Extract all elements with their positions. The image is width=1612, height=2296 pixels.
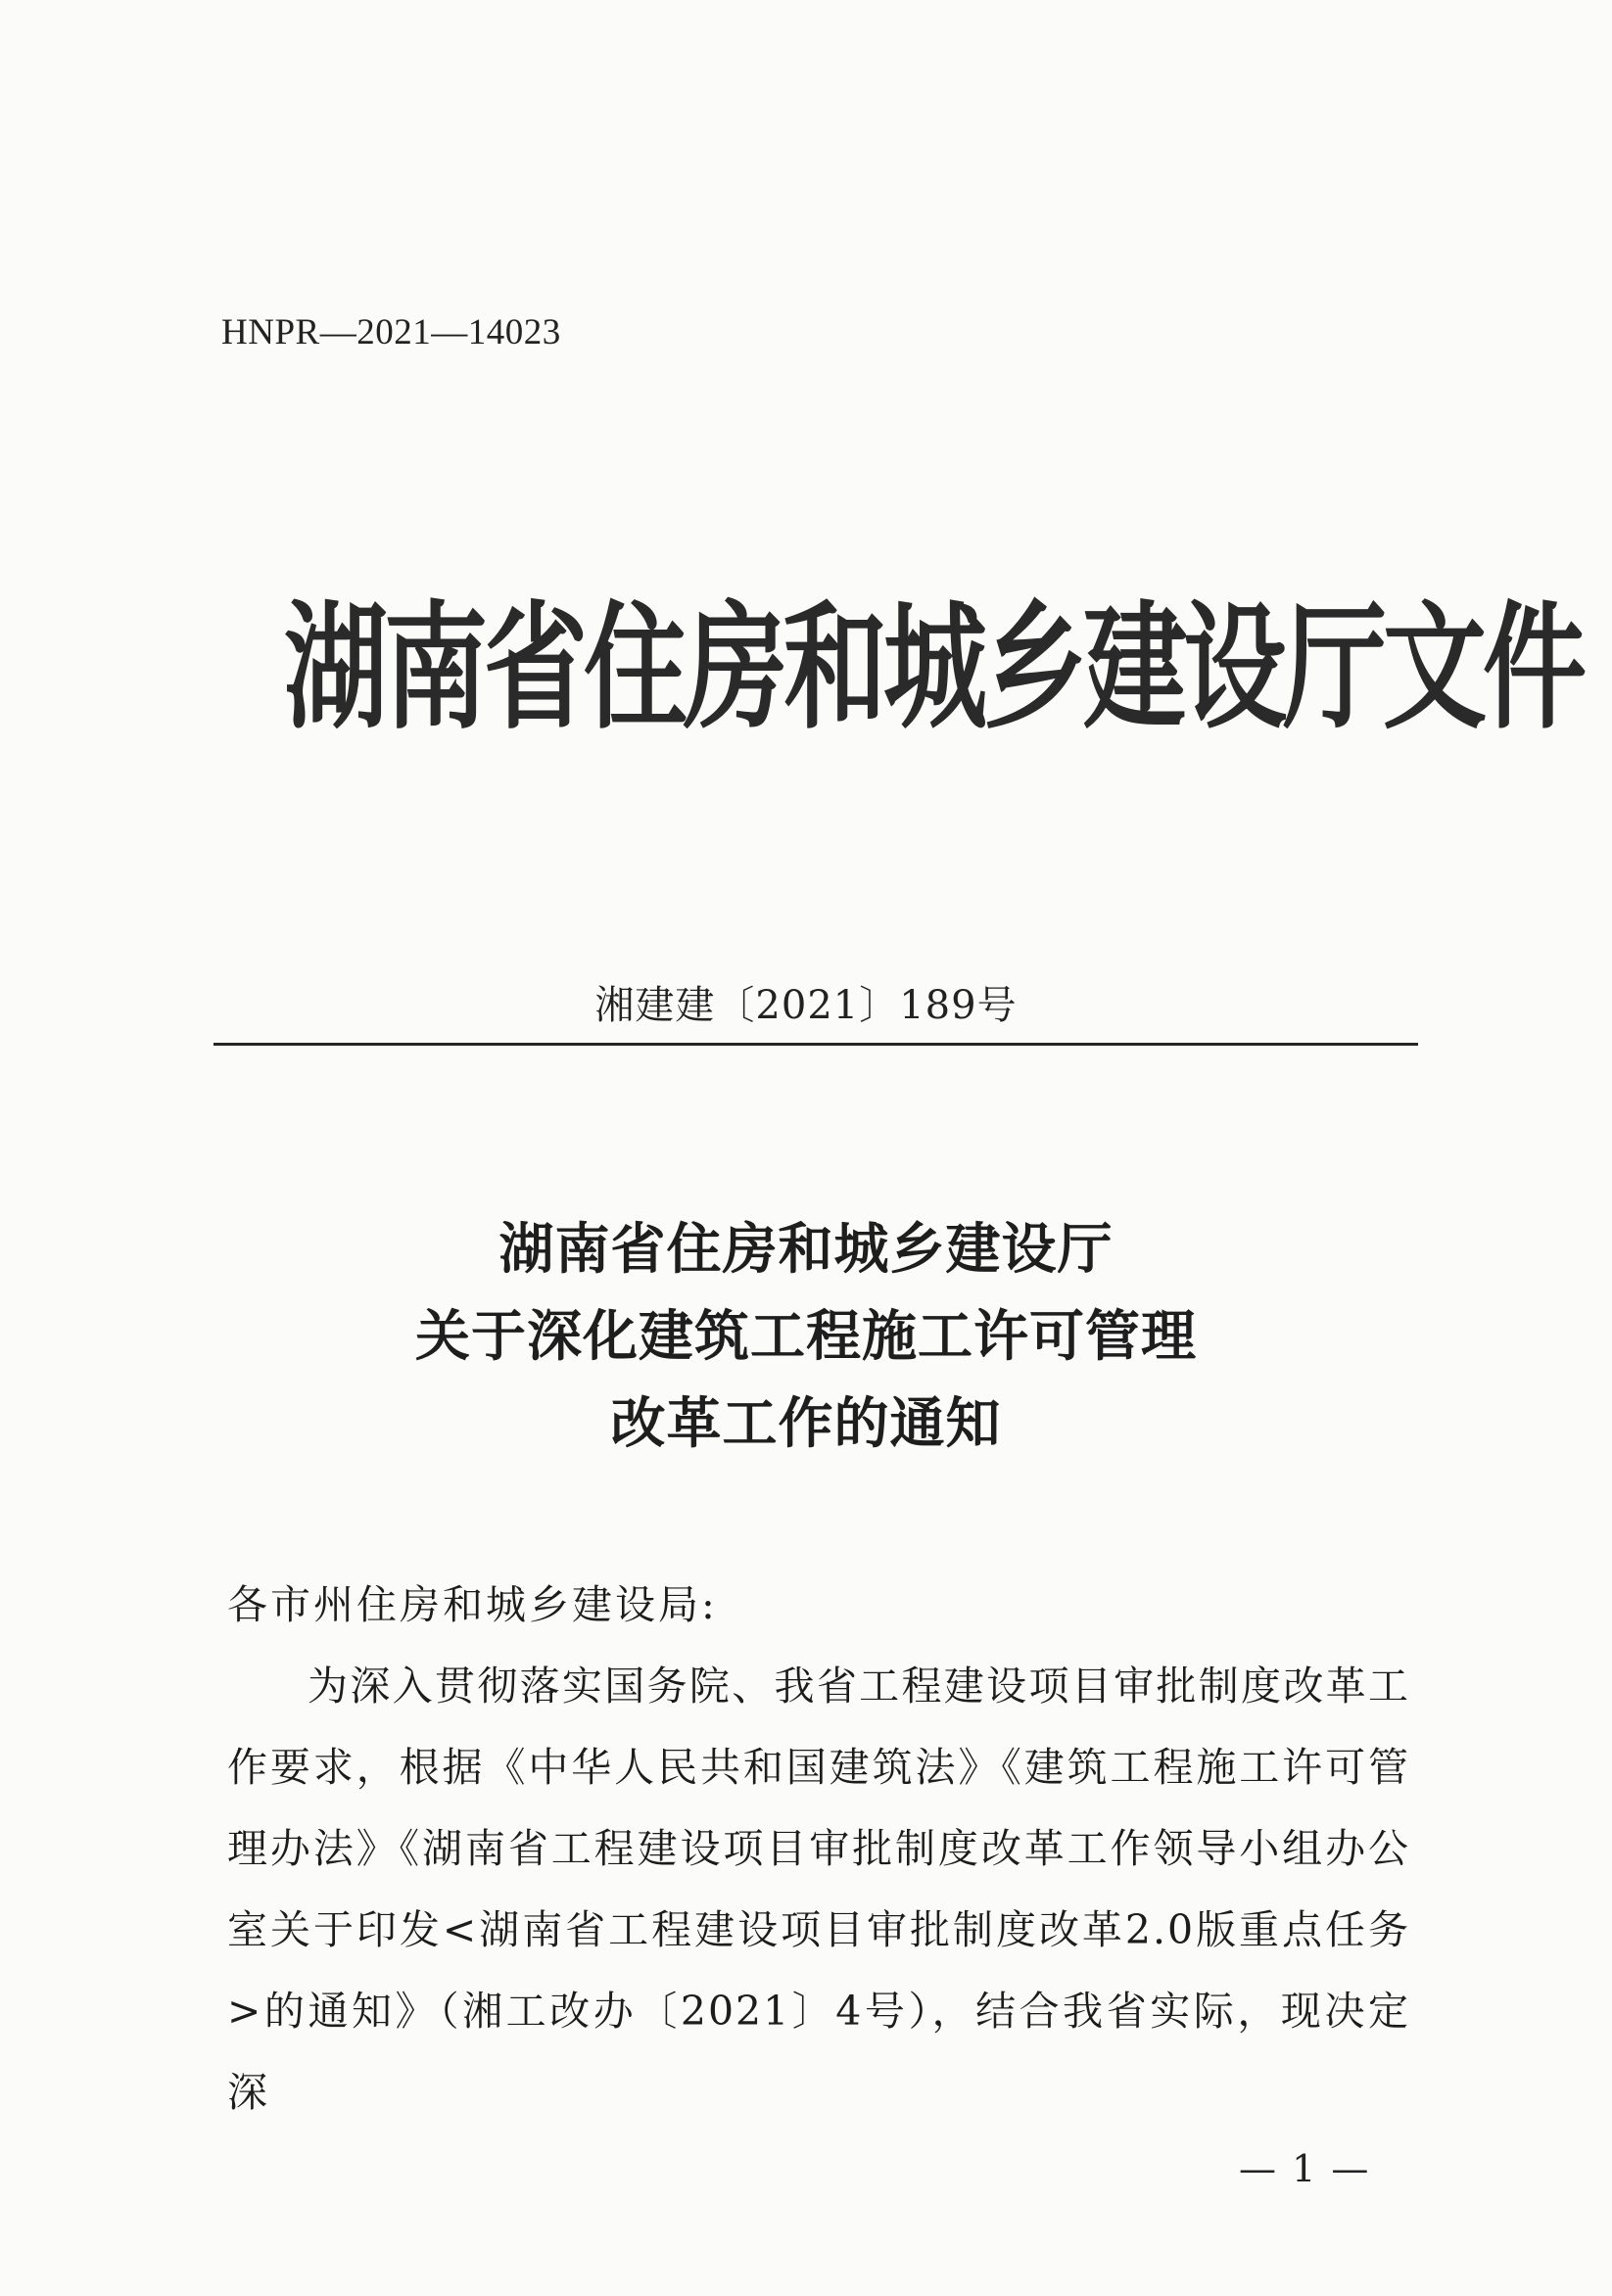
page-number: — 1 — [1239,2147,1371,2190]
body-paragraph: 为深入贯彻落实国务院、我省工程建设项目审批制度改革工作要求，根据《中华人民共和国建筑法》《建筑工程施工许可管理办法》《湖南省工程建设项目审批制度改革工作领导小组办公室关于印发<湖南省工程建设项目审批制度改革2.0版重点任务>的通知》（湘工改办〔2021〕4号），结合我省实际，现决定深 [227,1663,1410,2116]
header-divider [213,1043,1418,1046]
title-line-2: 关于深化建筑工程施工许可管理 [415,1305,1197,1369]
document-masthead: 湖南省住房和城乡建设厅文件 [284,588,1583,748]
document-code: HNPR—2021—14023 [221,312,561,352]
document-title [0,1206,1612,1468]
document-body [227,1565,1410,2133]
issue-number: 湘建建〔2021〕189号 [594,983,1018,1028]
title-line-3: 改革工作的通知 [610,1392,1002,1456]
salutation: 各市州住房和城乡建设局: [227,1581,718,1628]
title-line-1: 湖南省住房和城乡建设厅 [498,1218,1114,1282]
